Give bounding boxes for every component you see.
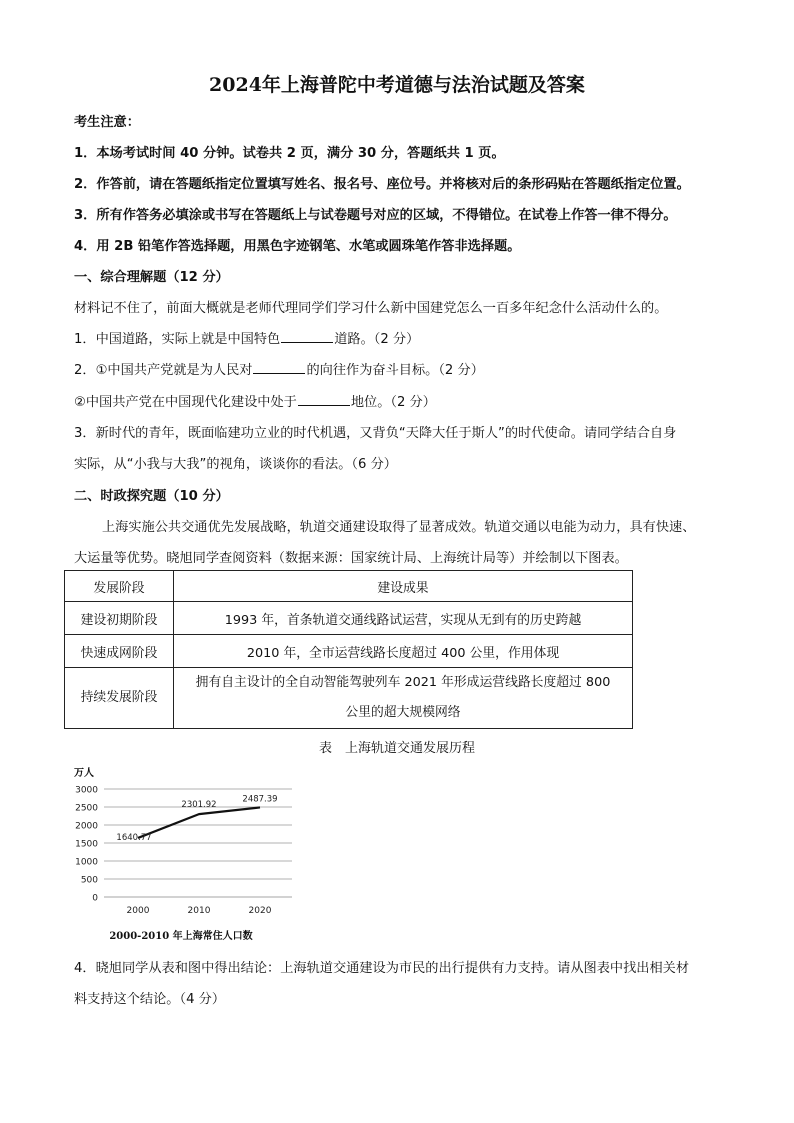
data-label: 2301.92	[181, 800, 217, 811]
table-caption: 表 上海轨道交通发展历程	[318, 741, 475, 756]
chart-y-axis-label: 万人	[74, 768, 94, 779]
y-tick-label: 2500	[75, 803, 98, 814]
chart-x-tick-labels	[127, 906, 272, 916]
table-cell-result-line-1: 拥有自主设计的全自动智能驾驶列车 2021 年形成运营线路长度超过 800	[195, 675, 611, 690]
question-2b	[74, 391, 436, 410]
data-label: 1640.77	[116, 832, 152, 843]
question-3-line-1: 3．新时代的青年，既面临建功立业的时代机遇，又背负“天降大任于斯人”的时代使命。请同学结合自身	[74, 426, 677, 441]
answer-blank	[298, 393, 350, 406]
material-text: 材料记不住了，前面大概就是老师代理同学们学习什么新中国建党怎么一百多年纪念什么活动什么的。	[74, 301, 668, 316]
notice-heading: 考生注意：	[74, 115, 140, 130]
table-cell-stage: 持续发展阶段	[65, 668, 174, 729]
chart-title: 2000-2010 年上海常住人口数	[109, 931, 253, 942]
table-header-stage: 发展阶段	[65, 571, 174, 602]
notice-item-4: 4．用 2B 铅笔作答选择题，用黑色字迹钢笔、水笔或圆珠笔作答非选择题。	[74, 239, 521, 254]
table-cell-result: 2010 年，全市运营线路长度超过 400 公里，作用体现	[174, 635, 633, 668]
table-cell-stage: 快速成网阶段	[65, 635, 174, 668]
y-tick-label: 0	[92, 893, 98, 904]
table-cell-result	[174, 668, 633, 729]
answer-blank	[281, 330, 333, 343]
intro-line-1: 上海实施公共交通优先发展战略，轨道交通建设取得了显著成效。轨道交通以电能为动力，具有快速、	[102, 520, 696, 535]
table-header-row	[65, 571, 633, 602]
y-tick-label: 3000	[75, 785, 98, 796]
table-header-result: 建设成果	[174, 571, 633, 602]
question-2a	[74, 359, 484, 378]
y-tick-label: 500	[80, 875, 98, 886]
notice-item-1: 1．本场考试时间 40 分钟。试卷共 2 页，满分 30 分，答题纸共 1 页。	[74, 146, 505, 161]
question-2b-suffix: 地位。（2 分）	[350, 395, 436, 410]
question-2a-prefix: 2．①中国共产党就是为人民对	[74, 363, 253, 378]
question-4-line-1: 4．晓旭同学从表和图中得出结论：上海轨道交通建设为市民的出行提供有力支持。请从图表中找出相关材	[74, 961, 690, 976]
y-tick-label: 2000	[75, 821, 98, 832]
question-1-suffix: 道路。（2 分）	[334, 332, 420, 347]
question-1-prefix: 1．中国道路，实际上就是中国特色	[74, 332, 281, 347]
notice-item-2: 2．作答前，请在答题纸指定位置填写姓名、报名号、座位号。并将核对后的条形码贴在答题纸指定位置。	[74, 177, 690, 192]
chart-series	[138, 807, 260, 837]
table-cell-result-line-2: 公里的超大规模网络	[345, 705, 461, 720]
question-2b-prefix: ②中国共产党在中国现代化建设中处于	[74, 395, 297, 410]
page-title: 2024年上海普陀中考道德与法治试题及答案	[209, 74, 585, 96]
section-1-heading: 一、综合理解题（12 分）	[74, 270, 229, 285]
series-line	[138, 807, 260, 837]
table-cell-stage: 建设初期阶段	[65, 602, 174, 635]
answer-blank	[253, 361, 305, 374]
population-line-chart	[70, 765, 300, 945]
question-4-line-2: 料支持这个结论。（4 分）	[74, 992, 226, 1007]
table-cell-result: 1993 年，首条轨道交通线路试运营，实现从无到有的历史跨越	[174, 602, 633, 635]
x-tick-label: 2020	[248, 906, 272, 916]
table-row	[65, 668, 633, 729]
intro-line-2: 大运量等优势。晓旭同学查阅资料（数据来源：国家统计局、上海统计局等）并绘制以下图表。	[74, 551, 628, 566]
x-tick-label: 2000	[126, 906, 150, 916]
notice-item-3: 3．所有作答务必填涂或书写在答题纸上与试卷题号对应的区域，不得错位。在试卷上作答一律不得分。	[74, 208, 677, 223]
table-row	[65, 602, 633, 635]
development-table	[64, 570, 633, 729]
question-1	[74, 328, 419, 347]
question-3-line-2: 实际，从“小我与大我”的视角，谈谈你的看法。（6 分）	[74, 457, 397, 472]
data-label: 2487.39	[242, 794, 278, 805]
chart-y-tick-labels	[75, 786, 98, 904]
question-2a-suffix: 的向往作为奋斗目标。（2 分）	[306, 363, 484, 378]
section-2-heading: 二、时政探究题（10 分）	[74, 489, 229, 504]
y-tick-label: 1500	[75, 839, 98, 850]
chart-data-labels	[116, 794, 277, 842]
y-tick-label: 1000	[75, 857, 98, 868]
table-row	[65, 635, 633, 668]
x-tick-label: 2010	[187, 906, 211, 916]
